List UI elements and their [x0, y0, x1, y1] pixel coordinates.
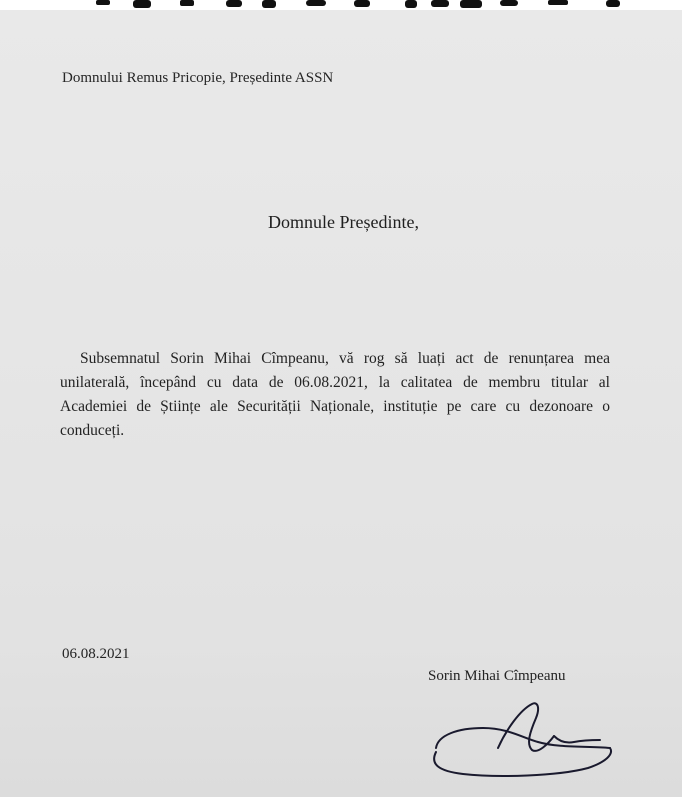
signer-name: Sorin Mihai Cîmpeanu: [428, 668, 566, 684]
letter-body-line: conduceți.: [60, 422, 125, 439]
letter-body: [60, 347, 610, 443]
letter-date: 06.08.2021: [62, 646, 130, 662]
letter-body-line: Academiei de Științe ale Securității Naționale, instituție pe care cu dezonoare o: [60, 398, 610, 415]
letter-addressee: Domnului Remus Pricopie, Președinte ASSN: [62, 70, 334, 86]
letter-salutation: Domnule Președinte,: [268, 212, 419, 232]
letter-body-line: Subsemnatul Sorin Mihai Cîmpeanu, vă rog să luați act de renunțarea mea: [80, 350, 610, 367]
letter-body-line: unilaterală, începând cu data de 06.08.2021, la calitatea de membru titular al: [60, 374, 610, 391]
handwritten-signature: [428, 690, 618, 780]
